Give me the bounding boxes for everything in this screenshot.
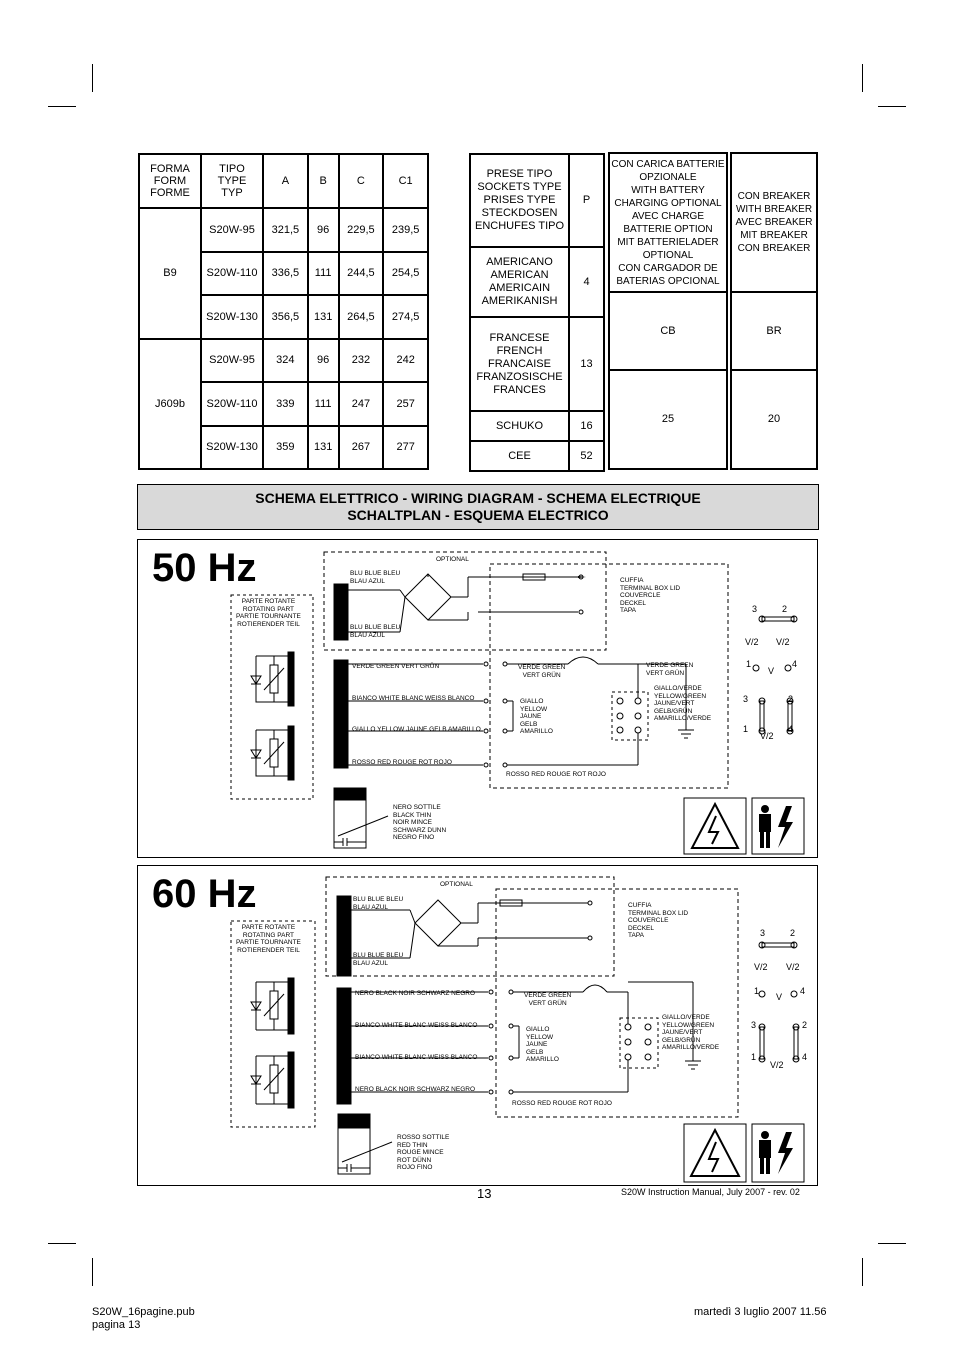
terminal-label: 4 — [802, 1052, 808, 1062]
table-cell: 277 — [383, 426, 428, 470]
terminal-label: 4 — [800, 986, 806, 996]
terminal-box-label: CUFFIA TERMINAL BOX LID COUVERCLE DECKEL TAPA — [628, 902, 689, 939]
socket-name: FRANCESE FRENCH FRANCAISE FRANZOSISCHE FRANCES — [470, 317, 569, 411]
frequency-title: 50 Hz — [152, 546, 257, 590]
green-wire-label: VERDE GREEN VERT GRÜN — [518, 664, 566, 679]
table-cell: 111 — [308, 252, 339, 296]
table-cell: 324 — [263, 339, 308, 383]
terminal-label: 1 — [754, 986, 760, 996]
socket-name: CEE — [470, 441, 569, 471]
wire-label: BIANCO WHITE BLANC WEISS BLANCO — [352, 695, 475, 702]
rotating-part-label: PARTE ROTANTE ROTATING PART PARTIE TOURNANTE ROTIERENDER TEIL — [236, 598, 301, 628]
earth-wire-label: GIALLO/VERDE YELLOW/GREEN JAUNE/VERT GELB/GRÜN AMARILLO/VERDE — [662, 1014, 720, 1051]
terminal-box-label: CUFFIA TERMINAL BOX LID COUVERCLE DECKEL TAPA — [620, 577, 681, 614]
crop-mark — [48, 1243, 76, 1244]
wire-label: BIANCO WHITE BLANC WEISS BLANCO — [355, 1022, 478, 1029]
table-cell: 111 — [308, 382, 339, 426]
wire-label: BIANCO WHITE BLANC WEISS BLANCO — [355, 1054, 478, 1061]
breaker-value: 20 — [767, 413, 781, 425]
header-type: TIPO TYPE TYP — [201, 154, 263, 208]
frequency-title: 60 Hz — [152, 872, 257, 916]
header-a: A — [263, 154, 308, 208]
table-cell: 96 — [308, 208, 339, 252]
socket-p: 4 — [569, 247, 604, 317]
table-cell: 264,5 — [339, 295, 384, 339]
terminal-label: 1 — [743, 724, 749, 734]
breaker-code: BR — [766, 324, 782, 337]
socket-name: SCHUKO — [470, 411, 569, 441]
thin-wire-label: NERO SOTTILE BLACK THIN NOIR MINCE SCHWARZ DUNN NEGRO FINO — [393, 804, 447, 841]
terminal-label: 2 — [782, 604, 788, 614]
banner-line-2: SCHALTPLAN - ESQUEMA ELECTRICO — [347, 507, 609, 523]
battery-value: 25 — [661, 413, 675, 425]
diagram-60hz-panel — [137, 865, 818, 1186]
terminal-label: 3 — [752, 604, 758, 614]
manual-reference: S20W Instruction Manual, July 2007 - rev. 02 — [621, 1187, 800, 1197]
thin-wire-label: ROSSO SOTTILE RED THIN ROUGE MINCE ROT DÜNN ROJO FINO — [397, 1134, 450, 1171]
yellow-wire-label: GIALLO YELLOW JAUNE GELB AMARILLO — [526, 1026, 559, 1063]
red-wire-label: ROSSO RED ROUGE ROT ROJO — [512, 1100, 612, 1107]
terminal-label: 1 — [746, 659, 752, 669]
breaker-option-box — [730, 152, 818, 470]
wire-label: NERO BLACK NOIR SCHWARZ NEGRO — [355, 990, 476, 997]
type-cell: S20W-110 — [201, 382, 263, 426]
optional-label: OPTIONAL — [436, 556, 469, 563]
blue-wire-label: BLU BLUE BLEU BLAU AZUL — [353, 952, 404, 967]
table-cell: 96 — [308, 339, 339, 383]
terminal-label: V/2 — [745, 637, 759, 647]
table-cell: 336,5 — [263, 252, 308, 296]
green-wire-label: VERDE GREEN VERT GRÜN — [524, 992, 572, 1007]
terminal-label: 2 — [802, 1020, 808, 1030]
file-name: S20W_16pagine.pub — [92, 1306, 195, 1318]
blue-wire-label: BLU BLUE BLEU BLAU AZUL — [350, 570, 401, 585]
print-date: martedì 3 luglio 2007 11.56 — [694, 1306, 827, 1318]
crop-mark — [862, 64, 863, 92]
terminal-label: 3 — [760, 928, 766, 938]
table-cell: 239,5 — [383, 208, 428, 252]
terminal-label: V/2 — [776, 637, 790, 647]
rotating-part-label: PARTE ROTANTE ROTATING PART PARTIE TOURNANTE ROTIERENDER TEIL — [236, 924, 301, 954]
table-cell: 254,5 — [383, 252, 428, 296]
terminal-label: 2 — [790, 928, 796, 938]
wire-label: ROSSO RED ROUGE ROT ROJO — [352, 759, 452, 766]
type-cell: S20W-95 — [201, 208, 263, 252]
table-cell: 359 — [263, 426, 308, 470]
table-cell: 321,5 — [263, 208, 308, 252]
table-cell: 131 — [308, 426, 339, 470]
socket-p: 16 — [569, 411, 604, 441]
socket-name: AMERICANO AMERICAN AMERICAIN AMERIKANISH — [470, 247, 569, 317]
terminal-label: V — [776, 992, 783, 1002]
table-cell: 339 — [263, 382, 308, 426]
table-cell: 244,5 — [339, 252, 384, 296]
table-cell: 267 — [339, 426, 384, 470]
terminal-label: V/2 — [760, 731, 774, 741]
terminal-label: 1 — [751, 1052, 757, 1062]
type-cell: S20W-110 — [201, 252, 263, 296]
socket-p: 52 — [569, 441, 604, 471]
table-cell: 232 — [339, 339, 384, 383]
blue-wire-label: BLU BLUE BLEU BLAU AZUL — [350, 624, 401, 639]
table-cell: 274,5 — [383, 295, 428, 339]
form-cell: B9 — [139, 208, 201, 339]
table-cell: 229,5 — [339, 208, 384, 252]
dimensions-table — [138, 153, 429, 470]
crop-mark — [48, 106, 76, 107]
terminal-label: 4 — [788, 724, 794, 734]
crop-mark — [92, 64, 93, 92]
form-cell: J609b — [139, 339, 201, 470]
terminal-label: 4 — [792, 659, 798, 669]
terminal-label: 3 — [751, 1020, 757, 1030]
header-form: FORMA FORM FORME — [139, 154, 201, 208]
table-cell: 356,5 — [263, 295, 308, 339]
header-c: C — [339, 154, 384, 208]
yellow-wire-label: GIALLO YELLOW JAUNE GELB AMARILLO — [520, 698, 553, 735]
red-wire-label: ROSSO RED ROUGE ROT ROJO — [506, 771, 606, 778]
battery-header: CON CARICA BATTERIE OPZIONALE WITH BATTERY CHARGING OPTIONAL AVEC CHARGE BATTERIE OPTION MIT BATTERIELADER OPTIONAL CON CARGADOR DE BATERIAS OPCIONAL — [611, 158, 725, 287]
table-cell: 257 — [383, 382, 428, 426]
optional-label: OPTIONAL — [440, 881, 473, 888]
battery-option-box — [608, 152, 728, 470]
wiring-diagram-banner — [137, 484, 819, 530]
terminal-label: 2 — [788, 694, 794, 704]
header-b: B — [308, 154, 339, 208]
page-label: pagina 13 — [92, 1319, 141, 1331]
terminal-label: V/2 — [770, 1060, 784, 1070]
sockets-table — [469, 153, 605, 472]
type-cell: S20W-130 — [201, 426, 263, 470]
earth-wire-label: GIALLO/VERDE YELLOW/GREEN JAUNE/VERT GELB/GRÜN AMARILLO/VERDE — [654, 685, 712, 722]
crop-mark — [92, 1258, 93, 1286]
page-number: 13 — [477, 1186, 492, 1201]
table-cell: 242 — [383, 339, 428, 383]
banner-line-1: SCHEMA ELETTRICO - WIRING DIAGRAM - SCHEMA ELECTRIQUE — [255, 490, 701, 506]
type-cell: S20W-95 — [201, 339, 263, 383]
breaker-header: CON BREAKER WITH BREAKER AVEC BREAKER MIT BREAKER CON BREAKER — [735, 191, 813, 254]
sockets-header-p: P — [569, 154, 604, 247]
wire-label: GIALLO YELLOW JAUNE GELB AMARILLO — [352, 726, 481, 733]
diagram-50hz-panel — [137, 539, 818, 858]
table-cell: 247 — [339, 382, 384, 426]
wire-label: NERO BLACK NOIR SCHWARZ NEGRO — [355, 1086, 476, 1093]
battery-code: CB — [660, 324, 676, 337]
wire-label: VERDE GREEN VERT GRÜN — [352, 663, 440, 670]
socket-p: 13 — [569, 317, 604, 411]
blue-wire-label: BLU BLUE BLEU BLAU AZUL — [353, 896, 404, 911]
green-wire-label: VERDE GREEN VERT GRÜN — [646, 662, 694, 677]
terminal-label: V — [768, 666, 775, 676]
table-cell: 131 — [308, 295, 339, 339]
crop-mark — [862, 1258, 863, 1286]
terminal-label: 3 — [743, 694, 749, 704]
header-c1: C1 — [383, 154, 428, 208]
crop-mark — [878, 1243, 906, 1244]
terminal-label: V/2 — [786, 962, 800, 972]
type-cell: S20W-130 — [201, 295, 263, 339]
crop-mark — [878, 106, 906, 107]
terminal-label: V/2 — [754, 962, 768, 972]
sockets-header: PRESE TIPO SOCKETS TYPE PRISES TYPE STECKDOSEN ENCHUFES TIPO — [470, 154, 569, 247]
